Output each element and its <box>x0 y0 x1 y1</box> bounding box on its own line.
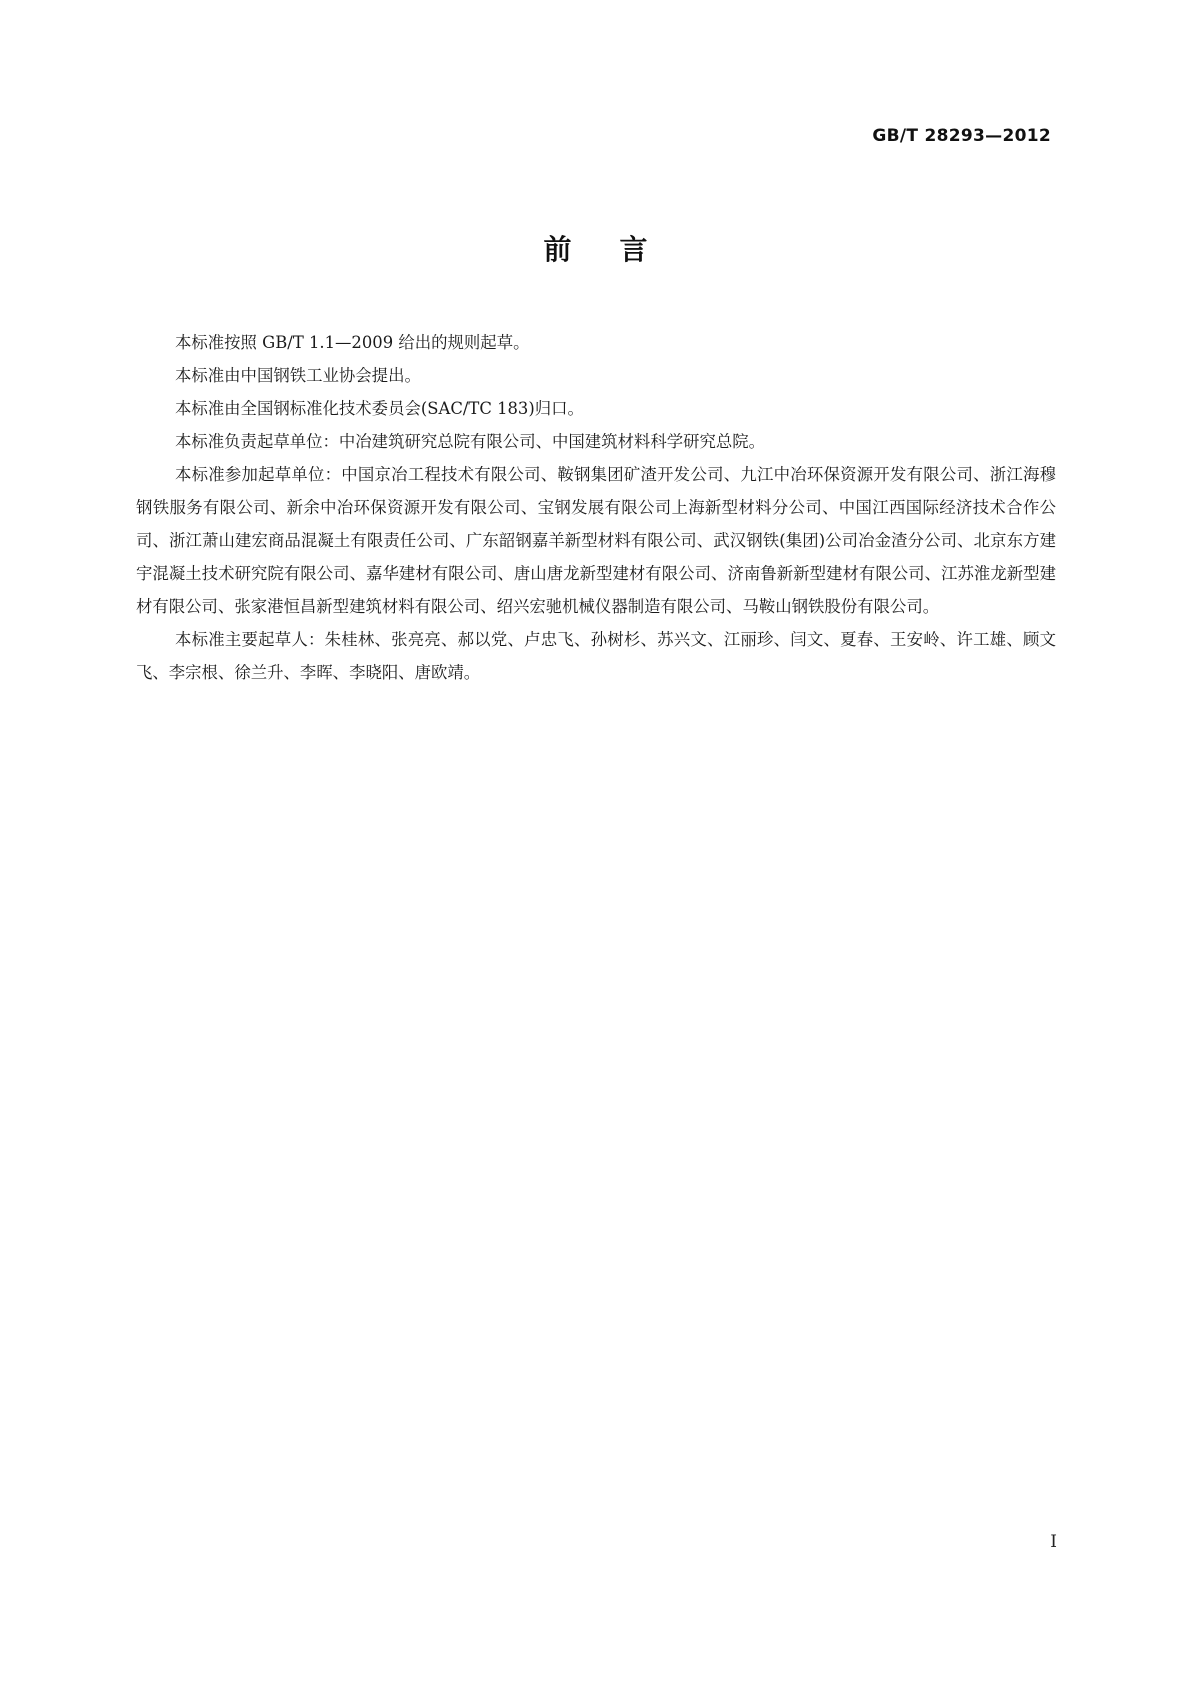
paragraph-committee: 本标准由全国钢标准化技术委员会(SAC/TC 183)归口。 <box>175 399 584 418</box>
page-number: I <box>1050 1532 1057 1552</box>
paragraph-drafting-rules: 本标准按照 GB/T 1.1—2009 给出的规则起草。 <box>175 333 530 352</box>
section-heading: 前言 <box>543 233 696 266</box>
paragraph-participating-drafters: 本标准参加起草单位：中国京冶工程技术有限公司、鞍钢集团矿渣开发公司、九江中冶环保资源开发有限公司、浙江海穆钢铁服务有限公司、新余中冶环保资源开发有限公司、宝钢发展有限公司上海新型材料分公司、中国江西国际经济技术合作公司、浙江萧山建宏商品混凝土有限责任公司、广东韶钢嘉羊新型材料有限公司、武汉钢铁(集团)公司冶金渣分公司、北京东方建宇混凝土技术研究院有限公司、嘉华建材有限公司、唐山唐龙新型建材有限公司、济南鲁新新型建材有限公司、江苏淮龙新型建材有限公司、张家港恒昌新型建筑材料有限公司、绍兴宏驰机械仪器制造有限公司、马鞍山钢铁股份有限公司。 <box>136 465 1056 616</box>
paragraph-lead-drafters: 本标准负责起草单位：中冶建筑研究总院有限公司、中国建筑材料科学研究总院。 <box>175 432 766 451</box>
foreword-body <box>136 326 1056 689</box>
standard-code: GB/T 28293—2012 <box>872 126 1051 146</box>
paragraph-main-drafters: 本标准主要起草人：朱桂林、张亮亮、郝以党、卢忠飞、孙树杉、苏兴文、江丽珍、闫文、夏春、王安岭、许工雄、顾文飞、李宗根、徐兰升、李晖、李晓阳、唐欧靖。 <box>136 630 1056 682</box>
paragraph-proposer: 本标准由中国钢铁工业协会提出。 <box>175 366 421 385</box>
